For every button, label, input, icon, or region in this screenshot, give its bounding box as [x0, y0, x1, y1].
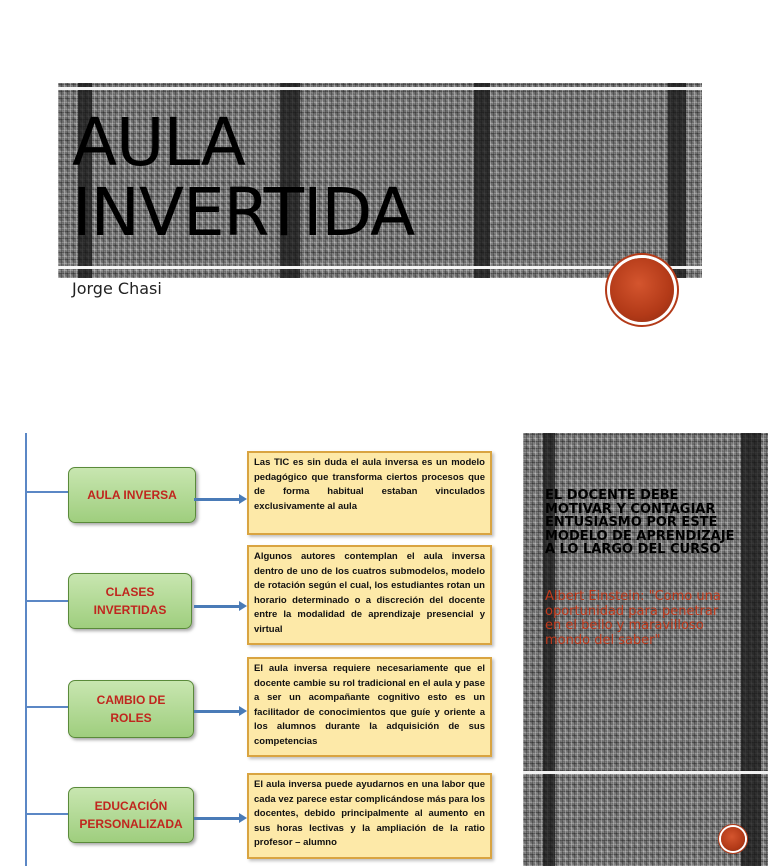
concept-box-clases-invertidas — [68, 573, 192, 629]
diagram-branch-connector — [25, 600, 70, 602]
concept-diagram — [22, 433, 522, 866]
slide-subtitle: Jorge Chasi — [72, 279, 162, 298]
concept-label: CLASES INVERTIDAS — [93, 585, 167, 617]
diagram-branch-connector — [25, 491, 70, 493]
banner-top-rule — [58, 87, 702, 90]
title-line-1: AULA — [72, 104, 245, 181]
diagram-vertical-connector — [25, 433, 27, 866]
arrow-right-icon — [194, 710, 240, 713]
concept-description: El aula inversa puede ayudarnos en una labor que cada vez parece estar complicándose más para los docentes, debido principalmente al aumento en sus horas lectivas y la ampliación de la ratio profesor – alumno — [247, 773, 492, 859]
banner-stripe — [474, 83, 490, 278]
title-slide — [0, 0, 768, 380]
concept-label: AULA INVERSA — [87, 488, 177, 502]
diagram-branch-connector — [25, 813, 70, 815]
arrow-right-icon — [194, 498, 240, 501]
concept-description: El aula inversa requiere necesariamente que el docente cambie su rol tradicional en el aula y pase a ser un acompañante cognitivo esto es un facilitador de conocimientos que guíe y oriente a los alumnos durante la adquisición de sus competencias — [247, 657, 492, 757]
arrow-right-icon — [194, 605, 240, 608]
concept-box-educacion-personalizada — [68, 787, 194, 843]
quote-heading: EL DOCENTE DEBE MOTIVAR Y CONTAGIAR ENTUSIASMO POR ESTE MODELO DE APRENDIZAJE A LO LARGO DEL CURSO — [545, 488, 735, 557]
banner-stripe — [668, 83, 686, 278]
concept-box-cambio-de-roles — [68, 680, 194, 738]
panel-rule — [523, 771, 768, 774]
concept-description: Algunos autores contemplan el aula inversa dentro de uno de los cuatros submodelos, modelo de rotación según el cual, los estudiantes rotan un horario determinado o a discreción del docente entre la modalidad de aprendizaje presencial y virtual — [247, 545, 492, 645]
concept-label: EDUCACIÓN PERSONALIZADA — [79, 799, 183, 831]
orange-orb-decoration — [610, 258, 674, 322]
diagram-branch-connector — [25, 706, 70, 708]
quote-text: Albert Einstein: "Como una oportunidad para penetrar en el bello y maravilloso mondo del saber" — [545, 589, 721, 648]
title-line-2: INVERTIDA — [72, 174, 415, 251]
concept-description: Las TIC es sin duda el aula inversa es un modelo pedagógico que transforma ciertos procesos que de forma habitual estaban vinculados exclusivamente al aula — [247, 451, 492, 535]
arrow-right-icon — [194, 817, 240, 820]
slide-title — [72, 104, 415, 251]
orange-orb-decoration — [721, 827, 745, 851]
concept-label: CAMBIO DE ROLES — [96, 693, 166, 725]
banner-bottom-rule — [58, 266, 702, 269]
concept-box-aula-inversa — [68, 467, 196, 523]
